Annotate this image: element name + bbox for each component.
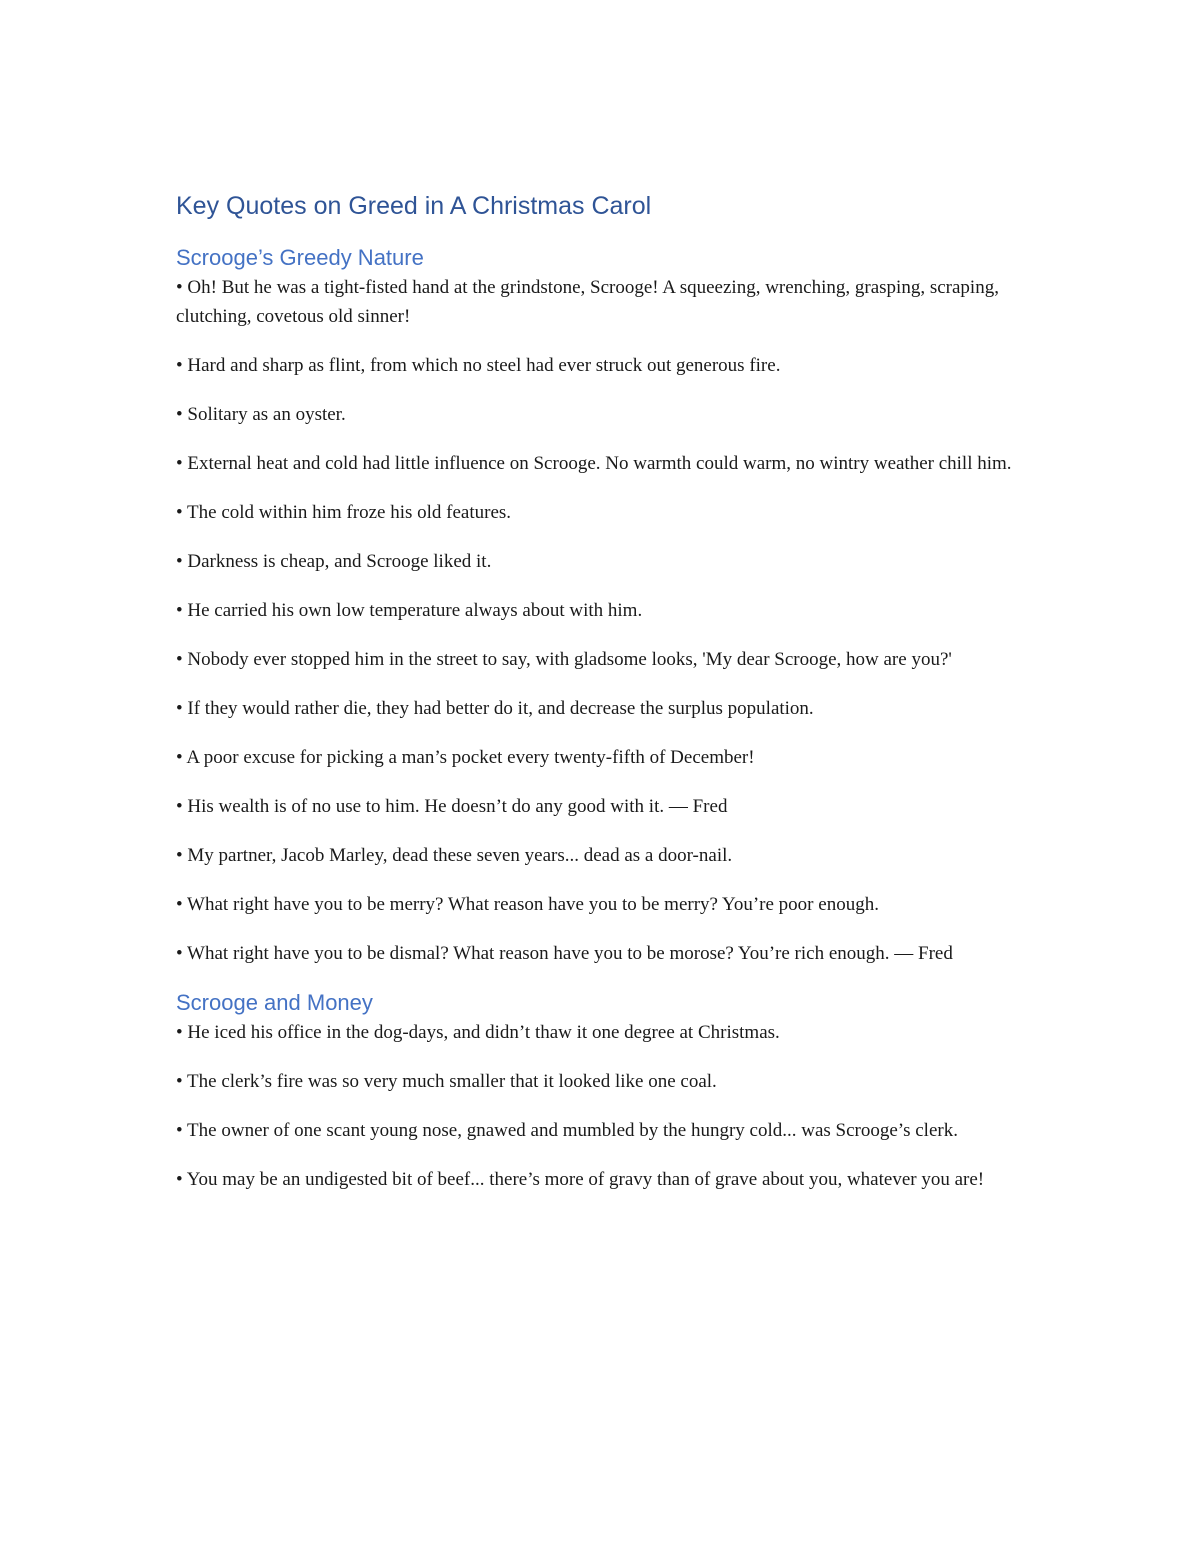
document-title: Key Quotes on Greed in A Christmas Carol bbox=[176, 192, 652, 220]
quote-item: • A poor excuse for picking a man’s pocket every twenty-fifth of December! bbox=[176, 747, 755, 768]
quote-item: • The clerk’s fire was so very much smaller that it looked like one coal. bbox=[176, 1071, 717, 1092]
quote-item: • If they would rather die, they had better do it, and decrease the surplus population. bbox=[176, 698, 814, 719]
quote-item: • The cold within him froze his old features. bbox=[176, 502, 512, 523]
quote-list bbox=[176, 1018, 1036, 1194]
quote-item: • Oh! But he was a tight-fisted hand at the grindstone, Scrooge! A squeezing, wrenching, grasping, scraping, clutching, covetous old sinner! bbox=[176, 277, 999, 327]
quote-item: • He carried his own low temperature always about with him. bbox=[176, 600, 643, 621]
quote-item: • Nobody ever stopped him in the street to say, with gladsome looks, 'My dear Scrooge, how are you?' bbox=[176, 649, 952, 670]
section-heading: Scrooge and Money bbox=[176, 990, 373, 1015]
quote-item: • Solitary as an oyster. bbox=[176, 404, 346, 425]
quote-item: • The owner of one scant young nose, gnawed and mumbled by the hungry cold... was Scrooge’s clerk. bbox=[176, 1120, 958, 1141]
quote-item: • His wealth is of no use to him. He doesn’t do any good with it. — Fred bbox=[176, 796, 728, 817]
quote-list bbox=[176, 273, 1036, 968]
quote-item: • What right have you to be dismal? What reason have you to be morose? You’re rich enough. — Fred bbox=[176, 943, 953, 964]
quote-item: • You may be an undigested bit of beef... there’s more of gravy than of grave about you, whatever you are! bbox=[176, 1169, 985, 1190]
quote-item: • My partner, Jacob Marley, dead these seven years... dead as a door-nail. bbox=[176, 845, 733, 866]
quote-item: • External heat and cold had little influence on Scrooge. No warmth could warm, no wintry weather chill him. bbox=[176, 453, 1012, 474]
quote-item: • What right have you to be merry? What reason have you to be merry? You’re poor enough. bbox=[176, 894, 879, 915]
quote-item: • He iced his office in the dog-days, and didn’t thaw it one degree at Christmas. bbox=[176, 1022, 780, 1043]
document-page bbox=[176, 186, 1036, 1214]
quote-item: • Hard and sharp as flint, from which no steel had ever struck out generous fire. bbox=[176, 355, 781, 376]
section-heading: Scrooge’s Greedy Nature bbox=[176, 245, 424, 270]
section-greedy-nature bbox=[176, 243, 1036, 968]
section-scrooge-and-money bbox=[176, 988, 1036, 1194]
quote-item: • Darkness is cheap, and Scrooge liked it. bbox=[176, 551, 492, 572]
